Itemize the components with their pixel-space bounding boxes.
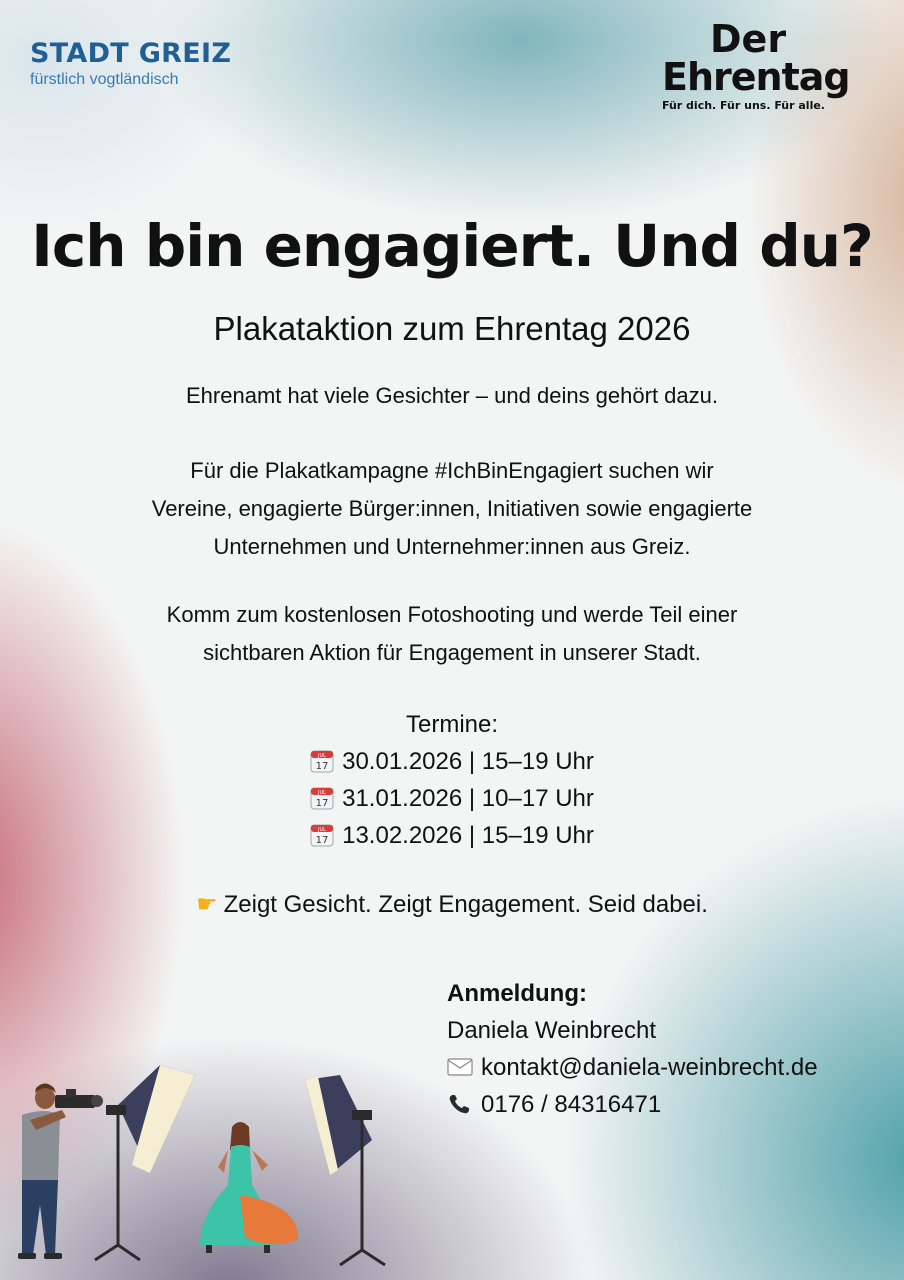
greiz-logo-subtitle: fürstlich vogtländisch bbox=[30, 71, 179, 88]
date-item bbox=[0, 743, 904, 780]
contact-email[interactable]: kontakt@daniela-weinbrecht.de bbox=[481, 1054, 818, 1081]
date-text: 13.02.2026 | 15–19 Uhr bbox=[342, 822, 594, 849]
envelope-icon bbox=[447, 1056, 473, 1078]
photoshoot-line: sichtbaren Aktion für Engagement in unserer Stadt. bbox=[203, 640, 701, 665]
campaign-line: Vereine, engagierte Bürger:innen, Initiativen sowie engagierte bbox=[151, 496, 753, 521]
dates-title: Termine: bbox=[405, 711, 499, 738]
calendar-icon bbox=[310, 749, 334, 773]
greiz-logo-title: STADT GREIZ bbox=[30, 38, 232, 69]
calendar-day-text: 17 bbox=[315, 835, 329, 846]
ehrentag-claim: Für dich. Für uns. Für alle. bbox=[662, 99, 825, 112]
calendar-day-text: 17 bbox=[315, 798, 329, 809]
right-softbox bbox=[305, 1075, 385, 1265]
calendar-month-text: JUL bbox=[318, 753, 327, 759]
headline: Ich bin engagiert. Und du? bbox=[31, 212, 873, 280]
phone-icon bbox=[447, 1093, 473, 1115]
photoshoot-paragraph bbox=[0, 596, 904, 672]
left-softbox bbox=[95, 1065, 195, 1260]
dancing-woman-figure bbox=[200, 1122, 298, 1253]
motto-text: Zeigt Gesicht. Zeigt Engagement. Seid dabei. bbox=[223, 891, 708, 918]
contact-phone-row bbox=[447, 1086, 818, 1123]
date-item bbox=[0, 817, 904, 854]
campaign-line: Unternehmen und Unternehmer:innen aus Greiz. bbox=[213, 534, 691, 559]
date-item bbox=[0, 780, 904, 817]
intro-paragraph: Ehrenamt hat viele Gesichter – und deins gehört dazu. bbox=[186, 383, 718, 408]
campaign-line: Für die Plakatkampagne #IchBinEngagiert suchen wir bbox=[190, 458, 714, 483]
calendar-icon bbox=[310, 786, 334, 810]
date-text: 30.01.2026 | 15–19 Uhr bbox=[342, 748, 594, 775]
ehrentag-logo bbox=[662, 17, 892, 112]
photoshoot-illustration bbox=[0, 1055, 420, 1280]
stadt-greiz-logo bbox=[30, 38, 231, 89]
calendar-month-text: JUL bbox=[318, 790, 327, 796]
contact-phone[interactable]: 0176 / 84316471 bbox=[481, 1091, 662, 1118]
contact-name: Daniela Weinbrecht bbox=[447, 1017, 657, 1044]
ehrentag-logo-der: Der bbox=[710, 17, 787, 61]
pointing-hand-icon: ☛ bbox=[196, 891, 218, 918]
date-text: 31.01.2026 | 10–17 Uhr bbox=[342, 785, 594, 812]
ehrentag-logo-ehrentag: Ehrentag bbox=[662, 55, 850, 99]
dates-block bbox=[0, 706, 904, 854]
motto bbox=[0, 890, 904, 919]
photoshoot-line: Komm zum kostenlosen Fotoshooting und werde Teil einer bbox=[166, 602, 738, 627]
calendar-icon bbox=[310, 823, 334, 847]
campaign-paragraph bbox=[0, 452, 904, 566]
contact-email-row bbox=[447, 1049, 818, 1086]
subheadline: Plakataktion zum Ehrentag 2026 bbox=[213, 310, 691, 347]
contact-title: Anmeldung: bbox=[447, 980, 587, 1007]
photographer-figure bbox=[18, 1084, 103, 1260]
calendar-day-text: 17 bbox=[315, 761, 329, 772]
contact-block bbox=[447, 975, 818, 1123]
calendar-month-text: JUL bbox=[318, 827, 327, 833]
